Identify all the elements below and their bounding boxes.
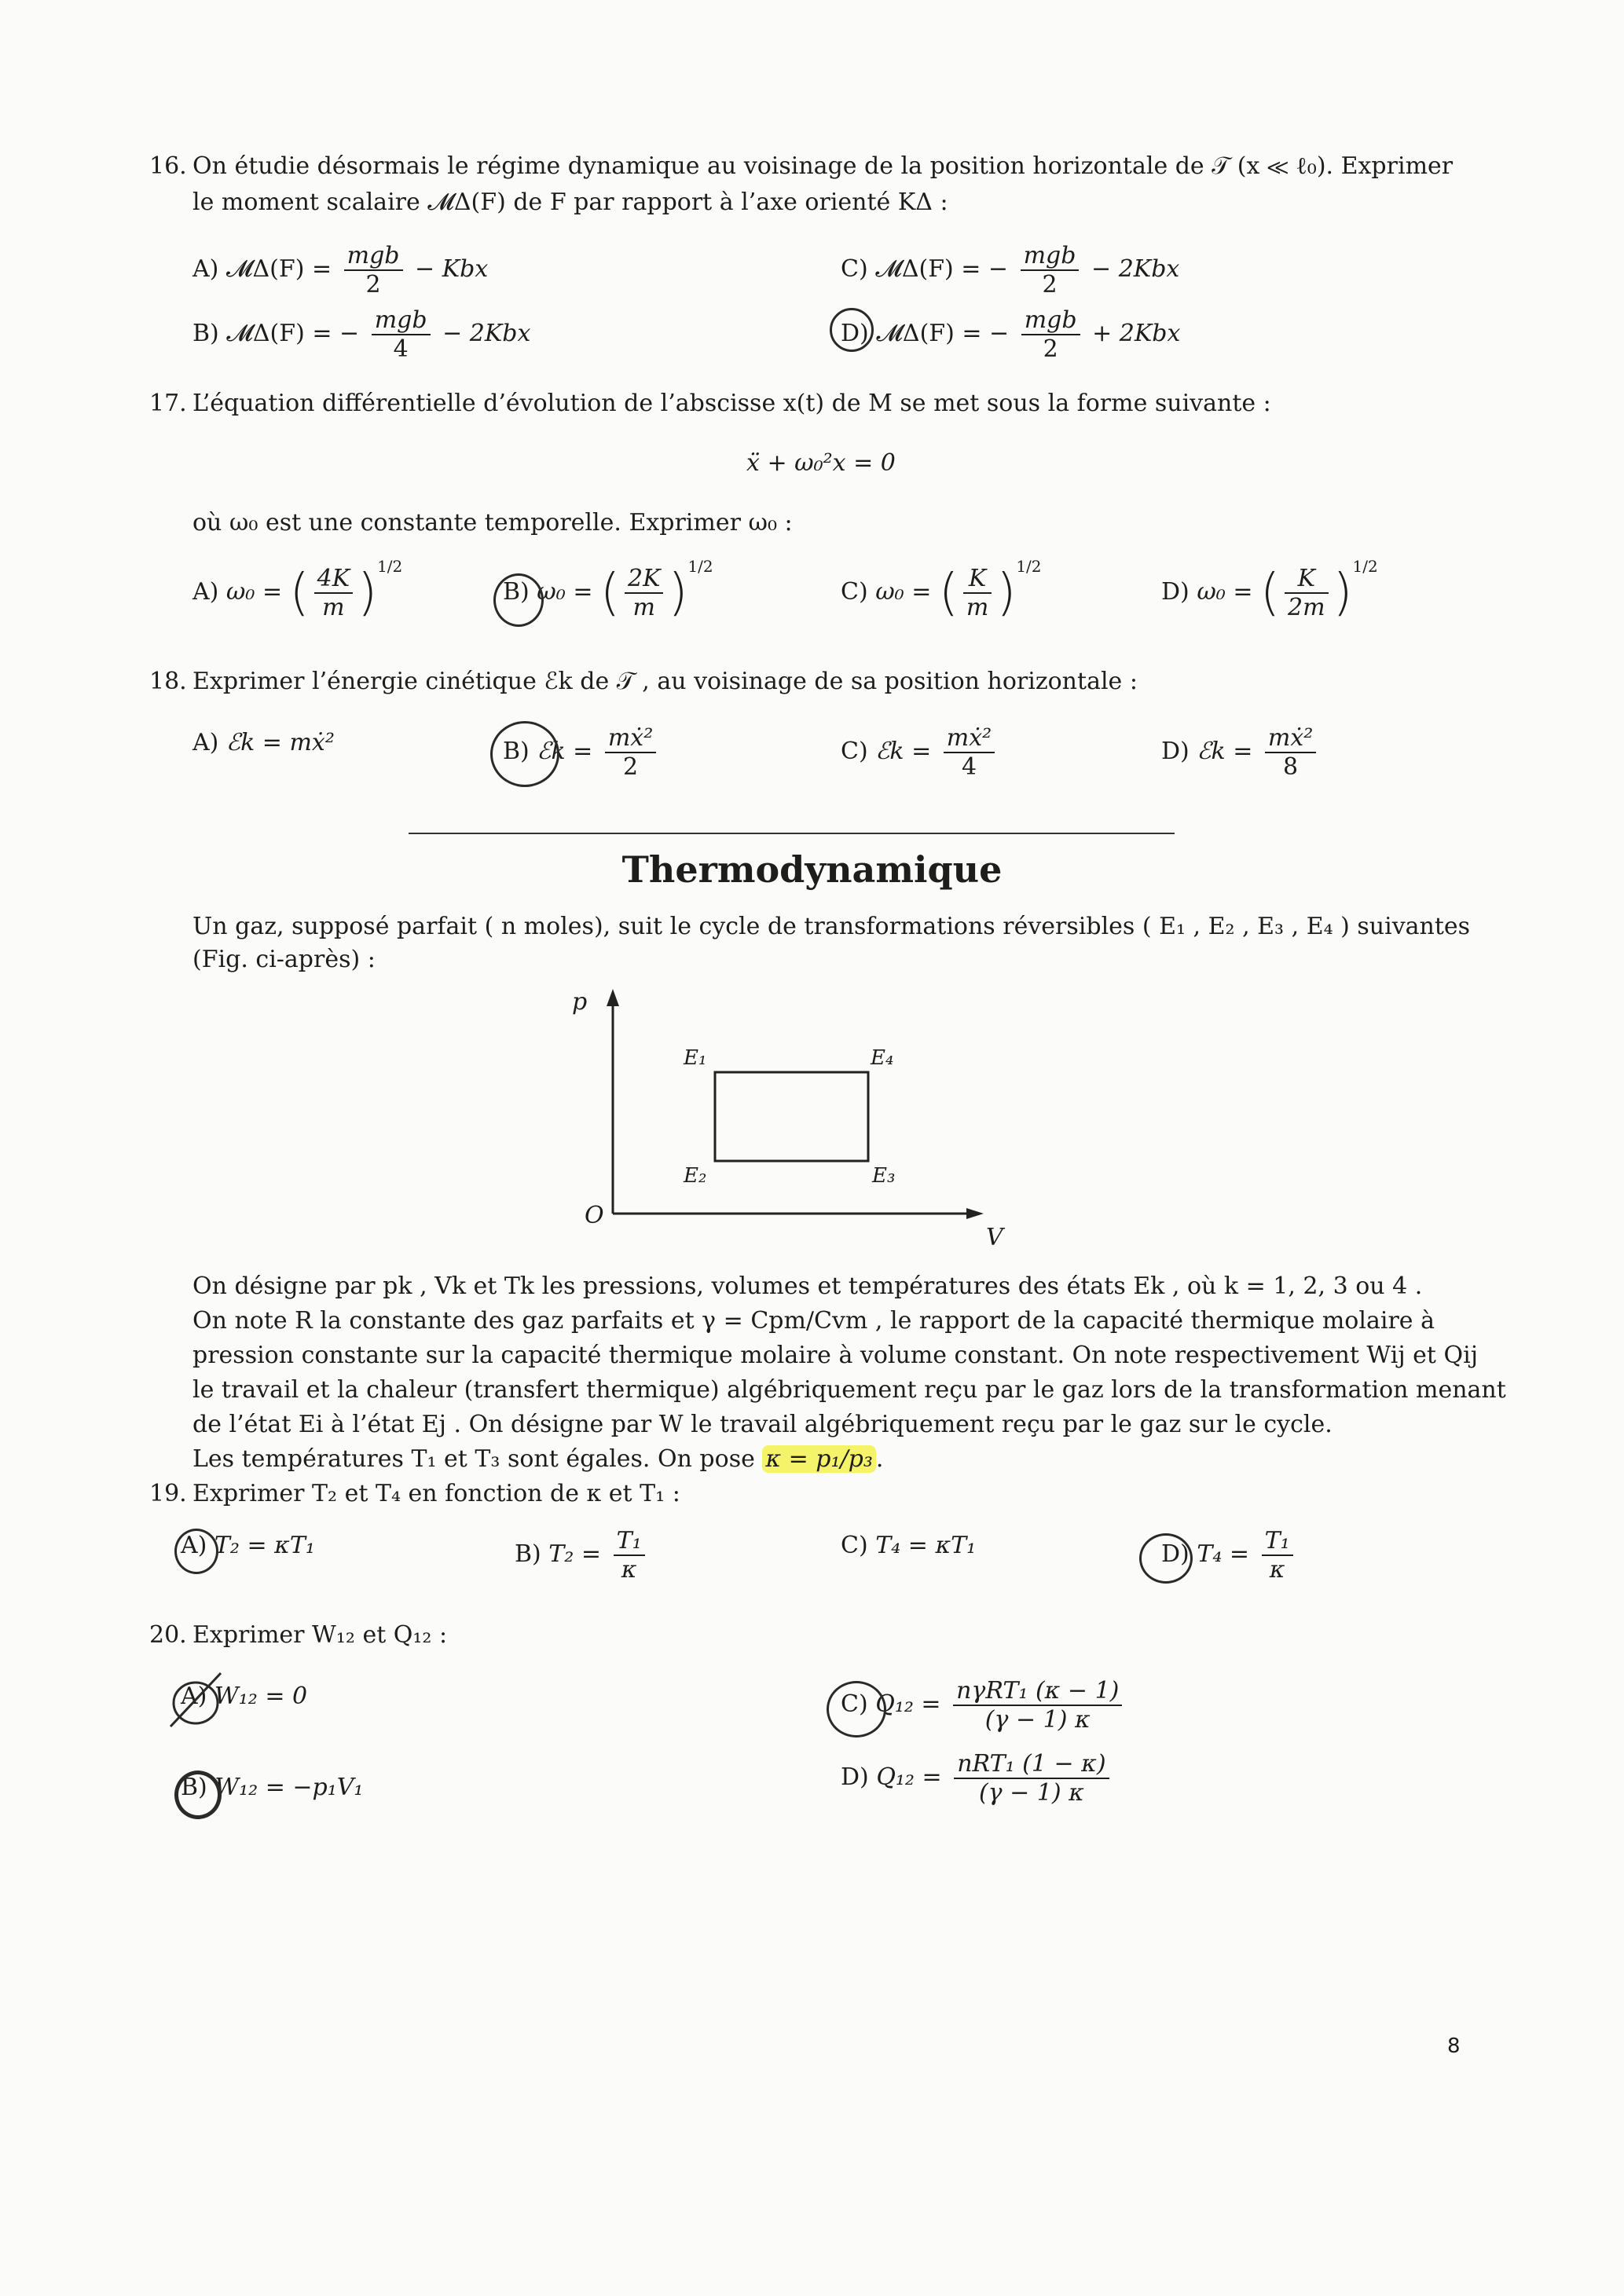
handwritten-circle-mark: [174, 1529, 218, 1574]
option-lhs: 𝓜Δ(F) = −: [875, 255, 1009, 283]
option-label: C): [841, 1690, 868, 1718]
handwritten-circle-mark: [493, 573, 544, 627]
description-line6-post: .: [875, 1445, 884, 1473]
q19-text: Exprimer T₂ et T₄ en fonction de κ et T₁ :: [192, 1480, 680, 1507]
fraction: [944, 724, 995, 781]
fraction: [1285, 565, 1329, 621]
numerator: mẋ²: [946, 724, 992, 752]
handwritten-circle-mark: [827, 1681, 886, 1738]
origin-label: O: [585, 1202, 604, 1229]
fraction: [625, 565, 664, 621]
option-label: C): [841, 255, 868, 283]
axis-v-label: V: [986, 1224, 1003, 1251]
q18-option-c[interactable]: [841, 724, 999, 781]
option-lhs: ω₀ =: [875, 578, 932, 606]
q18-option-d[interactable]: [1161, 724, 1321, 781]
description-line1: On désigne par pk , Vk et Tk les pressions, volumes et températures des états Ek , où k = 1, 2, 3 ou 4 .: [192, 1273, 1423, 1300]
numerator: K: [968, 565, 987, 592]
denominator: 2: [1021, 334, 1080, 363]
q16-text-line1: On étudie désormais le régime dynamique au voisinage de la position horizontale de 𝒯 (x ≪ ℓ₀). Exprimer: [192, 152, 1454, 180]
numerator: 2K: [627, 565, 661, 592]
option-rest: − 2Kbx: [442, 320, 531, 347]
denominator: (γ − 1) κ: [953, 1705, 1122, 1734]
option-label: D): [841, 320, 869, 347]
option-lhs: ℰk =: [875, 738, 932, 765]
q20-option-d[interactable]: [841, 1750, 1114, 1807]
handwritten-circle-mark: [830, 308, 874, 352]
option-lhs: T₂ =: [548, 1540, 602, 1568]
denominator: κ: [614, 1554, 645, 1584]
state-e1-label: E₁: [684, 1046, 707, 1070]
option-label: C): [841, 738, 868, 765]
exponent: 1/2: [1016, 557, 1042, 576]
option-rest: + 2Kbx: [1092, 320, 1181, 347]
fraction: [954, 1750, 1109, 1807]
exponent: 1/2: [377, 557, 403, 576]
q17-option-a[interactable]: A) ω₀ = ( $\frac{4K}{m}$ )$^{1/2}$: [192, 557, 403, 622]
q17-option-d[interactable]: D) ω₀ = ( $\frac{K}{2m}$ )$^{1/2}$: [1161, 557, 1378, 622]
denominator: 4: [372, 334, 431, 363]
fraction: [314, 565, 354, 621]
option-label: B): [503, 738, 530, 765]
numerator: mgb: [1024, 306, 1077, 334]
state-e4-label: E₄: [871, 1046, 894, 1070]
numerator: K: [1297, 565, 1315, 592]
q17-option-c[interactable]: C) ω₀ = ( $\frac{K}{m}$ )$^{1/2}$: [841, 557, 1042, 622]
numerator: mgb: [374, 306, 427, 334]
numerator: mẋ²: [1267, 724, 1314, 752]
state-e3-label: E₃: [872, 1164, 896, 1188]
q17-text-line1: L’équation différentielle d’évolution de l’abscisse x(t) de M se met sous la forme suivante :: [192, 390, 1271, 417]
numerator: mgb: [346, 242, 400, 269]
denominator: 2m: [1285, 592, 1329, 621]
denominator: (γ − 1) κ: [954, 1778, 1109, 1807]
q18-text: Exprimer l’énergie cinétique ℰk de 𝒯 , au voisinage de sa position horizontale :: [192, 668, 1138, 695]
option-lhs: ω₀ =: [225, 578, 283, 606]
q16-option-d[interactable]: [841, 306, 1180, 363]
description-line6: [192, 1442, 883, 1477]
fraction: [1021, 242, 1080, 298]
denominator: 2: [605, 752, 656, 781]
option-expr: T₄ = κT₁: [875, 1532, 977, 1559]
option-label: A): [192, 255, 219, 283]
option-label: C): [841, 578, 868, 606]
p-axis-arrow-icon: [607, 989, 619, 1006]
option-expr: T₂ = κT₁: [214, 1532, 315, 1559]
q16-option-a[interactable]: [192, 242, 488, 298]
fraction: [372, 306, 431, 363]
option-lhs: 𝓜Δ(F) = −: [226, 320, 360, 347]
option-label: A): [192, 578, 219, 606]
q18-number: 18.: [149, 668, 187, 695]
q17-option-b[interactable]: B) ω₀ = ( $\frac{2K}{m}$ )$^{1/2}$: [503, 557, 713, 622]
description-line6-pre: Les températures T₁ et T₃ sont égales. On pose: [192, 1445, 755, 1473]
q16-option-c[interactable]: [841, 242, 1179, 298]
description-line5: de l’état Ei à l’état Ej . On désigne par W le travail algébriquement reçu par le gaz sur le cycle.: [192, 1411, 1333, 1438]
v-axis-arrow-icon: [966, 1208, 984, 1219]
option-label: A): [181, 1683, 207, 1710]
handwritten-circle-mark: [174, 1771, 222, 1819]
option-lhs: 𝓜Δ(F) = −: [876, 320, 1010, 347]
option-label: D): [1161, 738, 1190, 765]
q17-equation: ẍ + ω₀²x = 0: [746, 449, 896, 477]
page-number: 8: [1447, 2034, 1461, 2058]
denominator: m: [625, 592, 664, 621]
description-line3: pression constante sur la capacité thermique molaire à volume constant. On note respectivement Wij et Qij: [192, 1342, 1478, 1369]
q20-number: 20.: [149, 1621, 187, 1649]
section-intro-line2: (Fig. ci-après) :: [192, 946, 376, 973]
option-lhs: 𝓜Δ(F) =: [225, 255, 332, 283]
q19-number: 19.: [149, 1480, 187, 1507]
fraction: [1262, 1527, 1293, 1584]
section-divider: [409, 833, 1175, 834]
q16-number: 16.: [149, 152, 187, 180]
fraction: [344, 242, 403, 298]
handwritten-circle-mark: [1139, 1533, 1193, 1584]
numerator: T₁: [1264, 1527, 1290, 1554]
fraction: [963, 565, 992, 621]
description-line2: On note R la constante des gaz parfaits et γ = Cpm/Cvm , le rapport de la capacité thermique molaire à: [192, 1307, 1435, 1335]
denominator: m: [314, 592, 354, 621]
fraction: [605, 724, 656, 781]
numerator: 4K: [317, 565, 350, 592]
option-label: B): [515, 1540, 541, 1568]
option-label: C): [841, 1532, 868, 1559]
option-label: B): [181, 1774, 207, 1801]
option-label: A): [181, 1532, 207, 1559]
option-lhs: Q₁₂ =: [876, 1763, 942, 1791]
option-rest: − Kbx: [415, 255, 489, 283]
numerator: mẋ²: [607, 724, 654, 752]
highlighted-kappa-definition: κ = p₁/p₃: [762, 1445, 875, 1473]
pv-cycle-figure: [550, 986, 1037, 1253]
q16-text-line2: le moment scalaire 𝓜Δ(F) de F par rapport à l’axe orienté KΔ :: [192, 189, 948, 216]
denominator: m: [963, 592, 992, 621]
denominator: 4: [944, 752, 995, 781]
q18-option-a[interactable]: [192, 729, 335, 756]
q17-number: 17.: [149, 390, 187, 417]
fraction: [953, 1677, 1122, 1734]
option-label: D): [841, 1763, 869, 1791]
option-lhs: ω₀ =: [537, 578, 593, 606]
handwritten-cross-mark: [161, 1665, 232, 1736]
numerator: mgb: [1023, 242, 1076, 269]
option-expr: W₁₂ = 0: [214, 1683, 308, 1710]
option-expr: ℰk = mẋ²: [225, 729, 335, 756]
handwritten-circle-mark: [490, 721, 559, 787]
q19-option-c[interactable]: [841, 1532, 976, 1559]
option-label: A): [192, 729, 219, 756]
numerator: nγRT₁ (κ − 1): [956, 1677, 1120, 1705]
q20-text: Exprimer W₁₂ et Q₁₂ :: [192, 1621, 448, 1649]
cycle-rectangle: [715, 1072, 868, 1161]
description-line4: le travail et la chaleur (transfert thermique) algébriquement reçu par le gaz lors de la transformation menant: [192, 1376, 1506, 1404]
option-lhs: ω₀ =: [1197, 578, 1253, 606]
q17-text-line2: où ω₀ est une constante temporelle. Exprimer ω₀ :: [192, 509, 793, 536]
option-lhs: ℰk =: [537, 738, 593, 765]
exponent: 1/2: [1352, 557, 1378, 576]
q16-option-b[interactable]: [192, 306, 530, 363]
denominator: 8: [1265, 752, 1316, 781]
denominator: κ: [1262, 1554, 1293, 1584]
denominator: 2: [1021, 269, 1080, 298]
option-label: D): [1161, 1540, 1190, 1568]
option-lhs: T₄ =: [1197, 1540, 1250, 1568]
option-expr: W₁₂ = −p₁V₁: [214, 1774, 364, 1801]
numerator: T₁: [616, 1527, 642, 1554]
section-title: Thermodynamique: [621, 848, 1003, 891]
numerator: nRT₁ (1 − κ): [957, 1750, 1106, 1778]
denominator: 2: [344, 269, 403, 298]
fraction: [1021, 306, 1080, 363]
fraction: [614, 1527, 645, 1584]
option-lhs: Q₁₂ =: [875, 1690, 941, 1718]
state-e2-label: E₂: [684, 1164, 707, 1188]
q19-option-b[interactable]: [515, 1527, 650, 1584]
axis-p-label: p: [572, 988, 588, 1016]
section-intro-line1: Un gaz, supposé parfait ( n moles), suit le cycle de transformations réversibles ( E₁ , E₂ , E₃ , E₄ ) suivantes: [192, 913, 1471, 940]
option-label: B): [503, 578, 530, 606]
option-lhs: ℰk =: [1197, 738, 1253, 765]
option-label: D): [1161, 578, 1190, 606]
fraction: [1265, 724, 1316, 781]
option-label: B): [192, 320, 219, 347]
option-rest: − 2Kbx: [1091, 255, 1180, 283]
exponent: 1/2: [687, 557, 713, 576]
